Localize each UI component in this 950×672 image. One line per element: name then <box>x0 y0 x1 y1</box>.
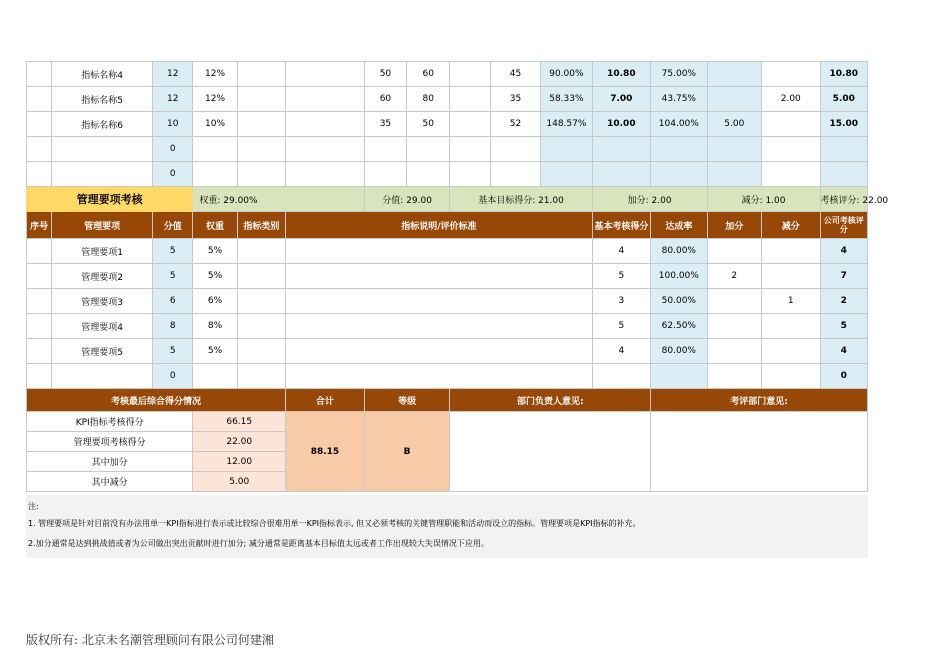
final-header-row <box>27 389 868 412</box>
kpi-challenge-value: 60 <box>407 62 450 87</box>
dept-opinion-box[interactable] <box>450 412 651 492</box>
kpi-challenge-value: 50 <box>407 112 450 137</box>
mgmt-row <box>27 314 868 339</box>
kpi-add <box>707 62 761 87</box>
mgmt-score: 8 <box>153 314 193 339</box>
kpi-row <box>27 87 868 112</box>
mgmt-add <box>707 289 761 314</box>
mgmt-minus <box>762 239 820 264</box>
mgmt-company: 5 <box>820 314 868 339</box>
col-header-no: 序号 <box>27 212 52 239</box>
kpi-score: 12 <box>153 62 193 87</box>
col-header-item: 管理要项 <box>52 212 153 239</box>
kpi-challenge-rate: 43.75% <box>651 87 707 112</box>
mgmt-row <box>27 289 868 314</box>
final-row-label: KPI指标考核得分 <box>27 412 193 432</box>
final-row-label: 其中减分 <box>27 472 193 492</box>
copyright-footer: 版权所有: 北京未名潮管理顾问有限公司何建湘 <box>26 633 274 647</box>
kpi-row <box>27 62 868 87</box>
mgmt-minus <box>762 264 820 289</box>
mgmt-base: 5 <box>592 314 650 339</box>
kpi-name <box>52 137 153 162</box>
mgmt-minus <box>762 339 820 364</box>
kpi-actual-value: 52 <box>490 112 540 137</box>
kpi-challenge-rate: 75.00% <box>651 62 707 87</box>
kpi-base-value: 60 <box>364 87 406 112</box>
mgmt-summary-base: 基本目标得分: 21.00 <box>450 187 592 212</box>
mgmt-score: 5 <box>153 339 193 364</box>
mgmt-header-row <box>27 212 868 239</box>
mgmt-summary-score: 分值: 29.00 <box>364 187 450 212</box>
final-grade-label: 等级 <box>364 389 450 412</box>
final-row-label: 管理要项考核得分 <box>27 432 193 452</box>
notes-heading: 注: <box>28 502 39 511</box>
kpi-row <box>27 137 868 162</box>
kpi-minus: 2.00 <box>762 87 820 112</box>
mgmt-base: 4 <box>592 339 650 364</box>
mgmt-summary-minus: 减分: 1.00 <box>707 187 820 212</box>
kpi-sheet <box>26 61 889 492</box>
mgmt-summary-row <box>27 187 868 212</box>
kpi-base-rate: 148.57% <box>541 112 592 137</box>
kpi-name: 指标名称5 <box>52 87 153 112</box>
final-review-label: 考评部门意见: <box>651 389 868 412</box>
kpi-actual-value: 35 <box>490 87 540 112</box>
kpi-add <box>707 87 761 112</box>
mgmt-add: 2 <box>707 264 761 289</box>
kpi-final-score: 15.00 <box>820 112 868 137</box>
final-row-value: 66.15 <box>193 412 286 432</box>
notes-panel <box>26 495 868 558</box>
kpi-base-score: 10.80 <box>592 62 650 87</box>
final-row-value: 12.00 <box>193 452 286 472</box>
mgmt-item <box>52 364 153 389</box>
kpi-weight: 12% <box>193 62 237 87</box>
kpi-base-value: 50 <box>364 62 406 87</box>
review-opinion-box[interactable] <box>651 412 868 492</box>
kpi-row <box>27 112 868 137</box>
mgmt-item: 管理要项3 <box>52 289 153 314</box>
kpi-base-rate: 58.33% <box>541 87 592 112</box>
final-dept-label: 部门负责人意见: <box>450 389 651 412</box>
kpi-weight: 12% <box>193 87 237 112</box>
mgmt-company: 4 <box>820 339 868 364</box>
kpi-base-score: 10.00 <box>592 112 650 137</box>
kpi-name: 指标名称4 <box>52 62 153 87</box>
mgmt-summary-add: 加分: 2.00 <box>592 187 707 212</box>
kpi-challenge-rate: 104.00% <box>651 112 707 137</box>
mgmt-summary-title: 管理要项考核 <box>27 187 193 212</box>
kpi-score: 0 <box>153 137 193 162</box>
mgmt-row <box>27 239 868 264</box>
mgmt-rate: 80.00% <box>651 339 707 364</box>
final-total: 88.15 <box>286 412 365 492</box>
final-grade: B <box>364 412 450 492</box>
kpi-base-rate: 90.00% <box>541 62 592 87</box>
mgmt-company: 7 <box>820 264 868 289</box>
mgmt-rate: 50.00% <box>651 289 707 314</box>
mgmt-base: 3 <box>592 289 650 314</box>
mgmt-score: 5 <box>153 239 193 264</box>
col-header-weight: 权重 <box>193 212 237 239</box>
mgmt-base: 4 <box>592 239 650 264</box>
mgmt-score: 0 <box>153 364 193 389</box>
mgmt-score: 5 <box>153 264 193 289</box>
mgmt-add <box>707 339 761 364</box>
col-header-desc: 指标说明/评价标准 <box>286 212 593 239</box>
kpi-base-value: 35 <box>364 112 406 137</box>
col-header-score: 分值 <box>153 212 193 239</box>
kpi-challenge-value: 80 <box>407 87 450 112</box>
mgmt-add <box>707 314 761 339</box>
mgmt-score: 6 <box>153 289 193 314</box>
mgmt-item: 管理要项5 <box>52 339 153 364</box>
final-row <box>27 412 868 432</box>
col-header-company: 公司考核评分 <box>820 212 868 239</box>
mgmt-item: 管理要项1 <box>52 239 153 264</box>
mgmt-summary-eval: 考核评分: 22.00 <box>820 187 868 212</box>
kpi-final-score: 10.80 <box>820 62 868 87</box>
col-header-category: 指标类别 <box>237 212 285 239</box>
col-header-minus: 减分 <box>762 212 820 239</box>
kpi-weight: 10% <box>193 112 237 137</box>
kpi-score: 10 <box>153 112 193 137</box>
mgmt-weight: 6% <box>193 289 237 314</box>
kpi-minus <box>762 62 820 87</box>
mgmt-row <box>27 339 868 364</box>
mgmt-weight: 8% <box>193 314 237 339</box>
final-title: 考核最后综合得分情况 <box>27 389 286 412</box>
mgmt-minus <box>762 314 820 339</box>
kpi-name: 指标名称6 <box>52 112 153 137</box>
kpi-final-score: 5.00 <box>820 87 868 112</box>
mgmt-weight: 5% <box>193 239 237 264</box>
kpi-actual-value: 45 <box>490 62 540 87</box>
mgmt-item: 管理要项4 <box>52 314 153 339</box>
mgmt-rate: 100.00% <box>651 264 707 289</box>
mgmt-row <box>27 264 868 289</box>
kpi-score: 0 <box>153 162 193 187</box>
mgmt-rate: 80.00% <box>651 239 707 264</box>
col-header-rate: 达成率 <box>651 212 707 239</box>
final-row-label: 其中加分 <box>27 452 193 472</box>
mgmt-company: 4 <box>820 239 868 264</box>
notes-line-2: 2.加分通常是达到挑战值或者为公司做出突出贡献时进行加分; 减分通常是距离基本目标值太远或者工作出现较大失误情况下应用。 <box>28 539 489 548</box>
mgmt-item: 管理要项2 <box>52 264 153 289</box>
mgmt-summary-weight: 权重: 29.00% <box>193 187 364 212</box>
final-total-label: 合计 <box>286 389 365 412</box>
kpi-add: 5.00 <box>707 112 761 137</box>
mgmt-base: 5 <box>592 264 650 289</box>
col-header-add: 加分 <box>707 212 761 239</box>
mgmt-company: 2 <box>820 289 868 314</box>
mgmt-weight: 5% <box>193 264 237 289</box>
mgmt-add <box>707 239 761 264</box>
kpi-score: 12 <box>153 87 193 112</box>
mgmt-minus: 1 <box>762 289 820 314</box>
mgmt-company: 0 <box>820 364 868 389</box>
final-row-value: 5.00 <box>193 472 286 492</box>
kpi-minus <box>762 112 820 137</box>
mgmt-rate: 62.50% <box>651 314 707 339</box>
kpi-row <box>27 162 868 187</box>
notes-line-1: 1. 管理要项是针对目前没有办法用单一KPI指标进行表示或比较综合很难用单一KPI指标表示, 但又必须考核的关键管理职能和活动而设立的指标。管理要项是KPI指标的补充。 <box>28 519 641 528</box>
kpi-base-score: 7.00 <box>592 87 650 112</box>
final-row-value: 22.00 <box>193 432 286 452</box>
kpi-name <box>52 162 153 187</box>
mgmt-row <box>27 364 868 389</box>
mgmt-weight: 5% <box>193 339 237 364</box>
col-header-base: 基本考核得分 <box>592 212 650 239</box>
